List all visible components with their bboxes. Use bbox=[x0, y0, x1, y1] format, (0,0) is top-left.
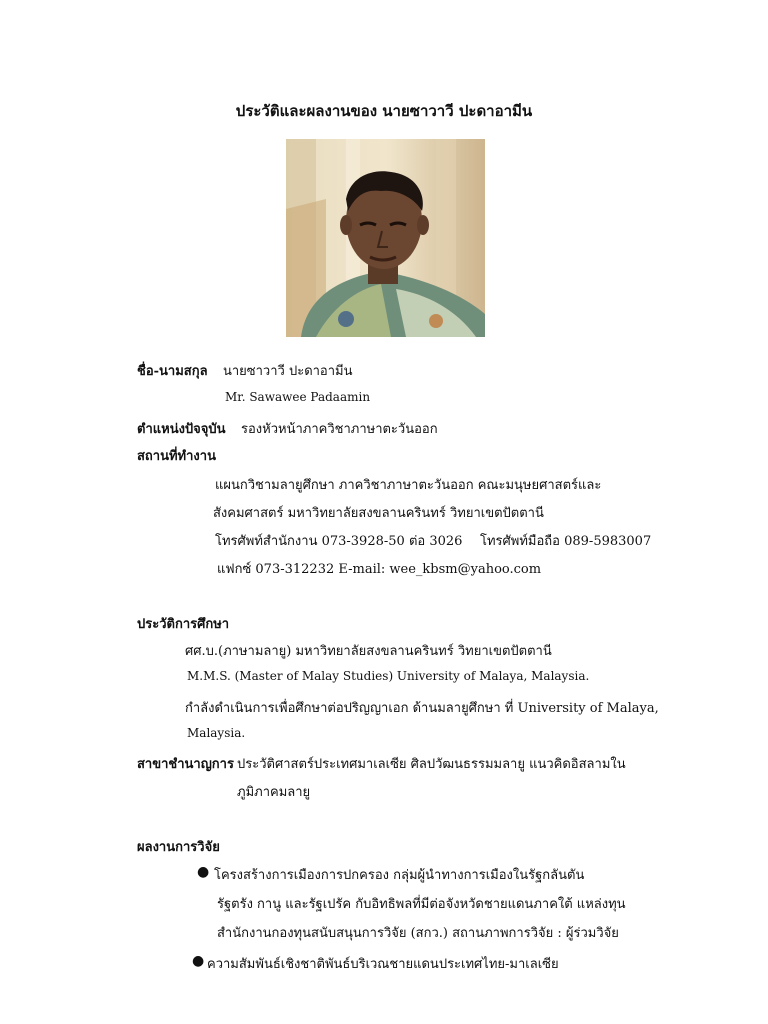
portrait-image bbox=[286, 139, 485, 337]
expertise-label: สาขาชำนาญการ bbox=[137, 757, 234, 772]
name-label: ชื่อ-นามสกุล bbox=[137, 364, 208, 379]
education-heading: ประวัติการศึกษา bbox=[137, 617, 230, 632]
workplace-line-1: แผนกวิชามลายูศึกษา ภาควิชาภาษาตะวันออก คณะมนุษยศาสตร์และ bbox=[215, 478, 602, 493]
mobile-phone: โทรศัพท์มือถือ 089-5983007 bbox=[480, 534, 652, 549]
office-phone: โทรศัพท์สำนักงาน 073-3928-50 ต่อ 3026 bbox=[215, 534, 463, 549]
education-item: ศศ.บ.(ภาษามลายู) มหาวิทยาลัยสงขลานครินทร์ วิทยาเขตปัตตานี bbox=[185, 644, 552, 659]
education-item: Malaysia. bbox=[187, 726, 246, 740]
research-item-1-line-3: สำนักงานกองทุนสนับสนุนการวิจัย (สกว.) สถานภาพการวิจัย : ผู้ร่วมวิจัย bbox=[217, 926, 619, 941]
research-item-2-line-1: ความสัมพันธ์เชิงชาติพันธ์บริเวณชายแดนประเทศไทย-มาเลเซีย bbox=[207, 957, 559, 972]
research-heading: ผลงานการวิจัย bbox=[137, 840, 220, 855]
research-item-1-line-1: โครงสร้างการเมืองการปกครอง กลุ่มผู้นำทางการเมืองในรัฐกลันตัน bbox=[214, 868, 585, 883]
name-english: Mr. Sawawee Padaamin bbox=[225, 390, 371, 404]
position-value: รองหัวหน้าภาควิชาภาษาตะวันออก bbox=[241, 422, 438, 437]
education-item: กำลังดำเนินการเพื่อศึกษาต่อปริญญาเอก ด้านมลายูศึกษา ที่ University of Malaya, bbox=[185, 701, 659, 716]
workplace-label: สถานที่ทำงาน bbox=[137, 449, 216, 464]
expertise-line-2: ภูมิภาคมลายู bbox=[237, 785, 311, 800]
education-item: M.M.S. (Master of Malay Studies) University of Malaya, Malaysia. bbox=[187, 669, 590, 683]
bullet-icon: ● bbox=[197, 864, 210, 880]
fax-email: แฟกซ์ 073-312232 E-mail: wee_kbsm@yahoo.com bbox=[217, 562, 542, 577]
name-thai: นายซาวาวี ปะดาอามีน bbox=[223, 364, 353, 379]
bullet-icon: ● bbox=[192, 953, 205, 969]
workplace-line-2: สังคมศาสตร์ มหาวิทยาลัยสงขลานครินทร์ วิทยาเขตปัตตานี bbox=[213, 506, 544, 521]
page-title: ประวัติและผลงานของ นายซาวาวี ปะดาอามีน bbox=[235, 102, 533, 120]
research-item-1-line-2: รัฐตรัง กานู และรัฐเปรัค กับอิทธิพลที่มีต่อจังหวัดชายแดนภาคใต้ แหล่งทุน bbox=[217, 897, 626, 912]
expertise-line-1: ประวัติศาสตร์ประเทศมาเลเซีย ศิลปวัฒนธรรมมลายู แนวคิดอิสลามใน bbox=[237, 757, 626, 772]
profile-photo bbox=[286, 139, 485, 337]
position-label: ตำแหน่งปัจจุบัน bbox=[137, 422, 226, 437]
